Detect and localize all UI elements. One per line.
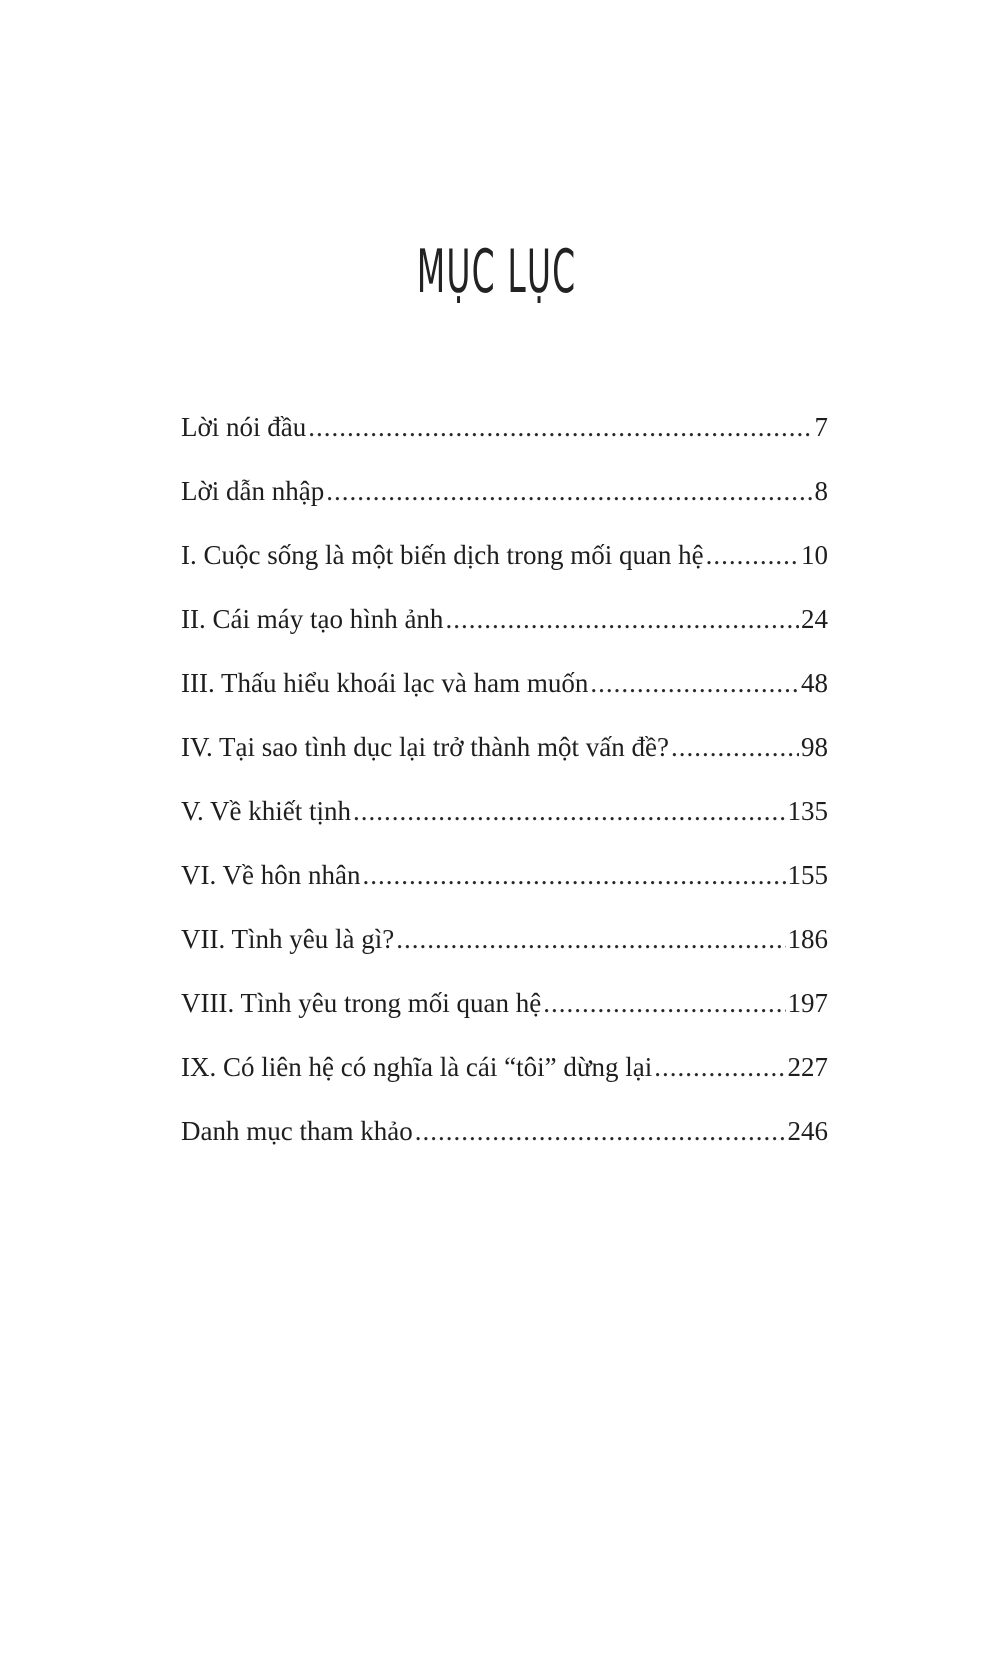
- toc-leader-dots: [308, 412, 812, 443]
- toc-entry-page: 98: [801, 732, 828, 762]
- toc-entry: [181, 1116, 828, 1180]
- toc-entry: [181, 412, 828, 476]
- toc-entry-page: 246: [787, 1116, 828, 1146]
- toc-entry-label: VII. Tình yêu là gì?: [181, 924, 395, 954]
- toc-entry-page: 135: [787, 796, 828, 826]
- page-title: MỤC LỤC: [416, 237, 577, 308]
- toc-entry-page: 186: [787, 924, 828, 954]
- toc-leader-dots: [706, 540, 799, 571]
- toc-entry-page: 155: [787, 860, 828, 890]
- toc-entry-label: I. Cuộc sống là một biến dịch trong mối quan hệ: [181, 540, 704, 570]
- toc-entry: [181, 924, 828, 988]
- toc-entry-page: 197: [787, 988, 828, 1018]
- toc-entry-label: IV. Tại sao tình dục lại trở thành một vấn đề?: [181, 732, 669, 762]
- toc-leader-dots: [362, 860, 785, 891]
- toc-entry: [181, 732, 828, 796]
- toc-entry: [181, 988, 828, 1052]
- toc-entry-page: 7: [814, 412, 828, 442]
- toc-entry-label: IX. Có liên hệ có nghĩa là cái “tôi” dừng lại: [181, 1052, 653, 1082]
- toc-entry: [181, 796, 828, 860]
- toc-entry: [181, 476, 828, 540]
- toc-entry-label: Lời dẫn nhập: [181, 476, 325, 506]
- table-of-contents: [181, 412, 828, 1180]
- toc-entry-page: 8: [814, 476, 828, 506]
- toc-entry: [181, 1052, 828, 1116]
- toc-entry-page: 24: [801, 604, 828, 634]
- toc-leader-dots: [396, 924, 785, 955]
- toc-entry-label: III. Thấu hiểu khoái lạc và ham muốn: [181, 668, 589, 698]
- toc-entry-page: 10: [801, 540, 828, 570]
- toc-entry: [181, 540, 828, 604]
- toc-entry-label: VI. Về hôn nhân: [181, 860, 361, 890]
- toc-entry-page: 48: [801, 668, 828, 698]
- toc-leader-dots: [415, 1116, 786, 1147]
- toc-leader-dots: [326, 476, 812, 507]
- toc-entry-page: 227: [787, 1052, 828, 1082]
- toc-leader-dots: [543, 988, 785, 1019]
- toc-entry-label: II. Cái máy tạo hình ảnh: [181, 604, 444, 634]
- toc-entry-label: V. Về khiết tịnh: [181, 796, 352, 826]
- toc-entry-label: Lời nói đầu: [181, 412, 307, 442]
- toc-leader-dots: [654, 1052, 785, 1083]
- toc-leader-dots: [353, 796, 785, 827]
- toc-entry: [181, 668, 828, 732]
- toc-entry-label: VIII. Tình yêu trong mối quan hệ: [181, 988, 542, 1018]
- toc-leader-dots: [590, 668, 799, 699]
- toc-entry: [181, 604, 828, 668]
- toc-leader-dots: [671, 732, 799, 763]
- toc-leader-dots: [445, 604, 799, 635]
- toc-entry: [181, 860, 828, 924]
- toc-entry-label: Danh mục tham khảo: [181, 1116, 413, 1146]
